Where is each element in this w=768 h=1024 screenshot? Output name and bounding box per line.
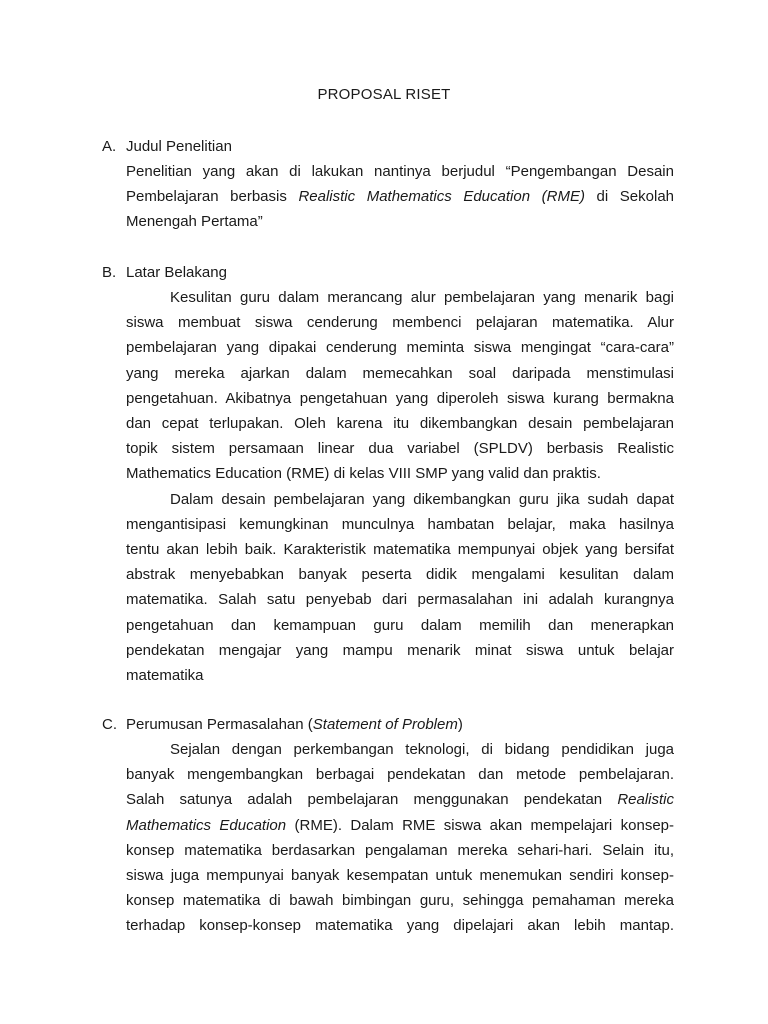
section-heading: [126, 713, 674, 737]
text-line: dan cepat terlupakan. Oleh karena itu dikembangkan desain pembelajaran: [126, 415, 674, 433]
text-line: Penelitian yang akan di lakukan nantinya berjudul “Pengembangan Desain: [126, 163, 674, 180]
section-heading: Latar Belakang: [126, 264, 227, 281]
text-line: pembelajaran yang dipakai cenderung meminta siswa mengingat “cara-cara”: [126, 339, 674, 357]
text-line: banyak mengembangkan berbagai pendekatan dan metode pembelajaran.: [126, 766, 674, 784]
text-run: Pembelajaran berbasis: [126, 188, 299, 206]
section-heading: Judul Penelitian: [126, 138, 232, 155]
text-line: [126, 813, 674, 838]
italic-term: Realistic Mathematics Education (RME): [298, 188, 585, 206]
text-line: abstrak menyebabkan banyak peserta didik mengalami kesulitan dalam: [126, 566, 674, 584]
text-line: siswa juga mempunyai banyak kesempatan untuk menemukan sendiri konsep-: [126, 867, 674, 885]
heading-italic: Statement of Problem: [312, 716, 458, 733]
heading-text: ): [457, 716, 463, 733]
text-run: di Sekolah: [584, 188, 675, 206]
text-line: pengetahuan. Akibatnya pengetahuan yang diperoleh siswa kurang bermakna: [126, 389, 674, 407]
text-line: siswa membuat siswa cenderung membenci pelajaran matematika. Alur: [126, 314, 674, 332]
text-line: pengetahuan dan kemampuan guru dalam memilih dan menerapkan: [126, 616, 674, 634]
text-line: konsep matematika berdasarkan pengalaman mereka sehari-hari. Selain itu,: [126, 841, 674, 859]
text-line: [126, 787, 674, 812]
document-title: PROPOSAL RISET: [317, 86, 451, 103]
text-line: tentu akan lebih baik. Karakteristik matematika mempunyai objek yang bersifat: [126, 541, 674, 559]
text-line: konsep matematika di bawah bimbingan guru, sehingga pemahaman mereka: [126, 892, 674, 910]
section-body: [126, 737, 674, 939]
text-line: terhadap konsep-konsep matematika yang dipelajari akan lebih mantap.: [126, 917, 674, 935]
text-line: Menengah Pertama”: [126, 213, 263, 231]
text-run: Salah satunya adalah pembelajaran menggunakan pendekatan: [126, 791, 618, 809]
section-body: [126, 159, 674, 235]
italic-term: Mathematics Education: [126, 816, 287, 834]
text-line: yang mereka ajarkan dalam memecahkan soal daripada menstimulasi: [126, 364, 674, 382]
section-letter: B.: [102, 264, 117, 281]
paragraph-1: [126, 285, 674, 487]
text-line: Dalam desain pembelajaran yang dikembangkan guru jika sudah dapat: [170, 490, 674, 508]
section-judul-penelitian: [102, 135, 674, 235]
text-line: topik sistem persamaan linear dua variabel (SPLDV) berbasis Realistic: [126, 440, 674, 458]
section-perumusan-permasalahan: [102, 713, 674, 939]
heading-text: Perumusan Permasalahan (: [126, 716, 313, 733]
paragraph-2: [126, 487, 674, 689]
text-line: mengantisipasi kemungkinan munculnya hambatan belajar, maka hasilnya: [126, 515, 674, 533]
text-line: Kesulitan guru dalam merancang alur pembelajaran yang menarik bagi: [170, 289, 674, 306]
italic-term: Realistic: [617, 791, 674, 809]
section-letter: A.: [102, 138, 117, 155]
section-letter: C.: [102, 716, 117, 733]
text-line: [126, 184, 674, 209]
text-line: pendekatan mengajar yang mampu menarik minat siswa untuk belajar: [126, 641, 674, 659]
section-latar-belakang: [102, 261, 674, 688]
text-line: matematika: [126, 667, 204, 685]
text-line: Mathematics Education (RME) di kelas VIII SMP yang valid dan praktis.: [126, 465, 601, 483]
text-run: (RME). Dalam RME siswa akan mempelajari konsep-: [286, 816, 674, 834]
text-line: Sejalan dengan perkembangan teknologi, di bidang pendidikan juga: [170, 741, 674, 758]
text-line: matematika. Salah satu penyebab dari permasalahan ini adalah kurangnya: [126, 591, 674, 609]
